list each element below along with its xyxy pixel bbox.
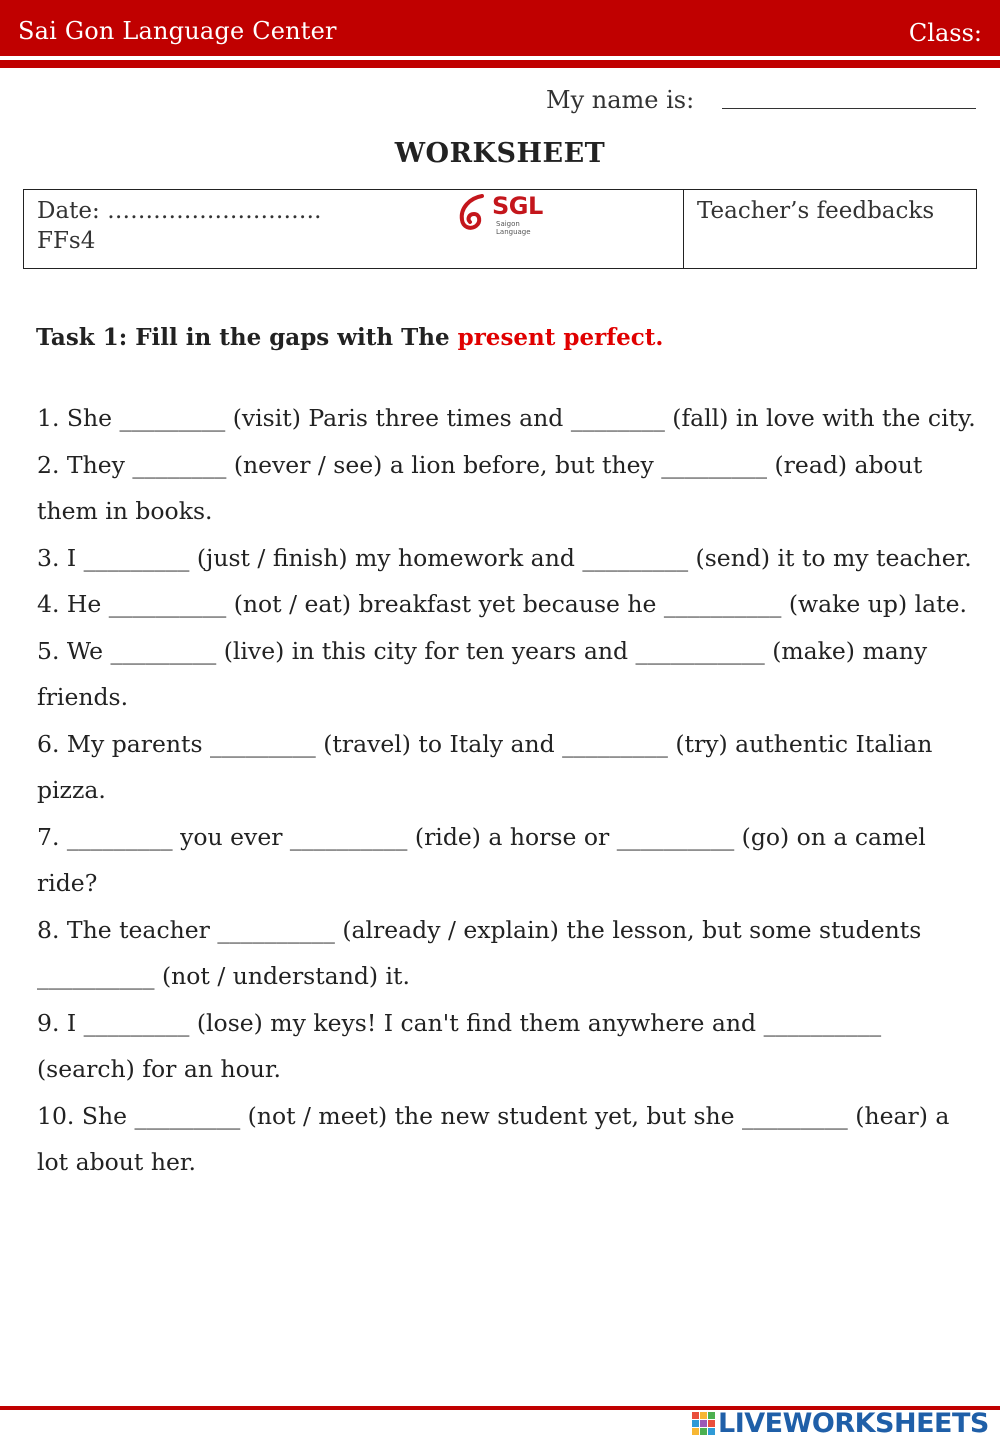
liveworksheets-logo-icon [692, 1412, 715, 1435]
page-title: WORKSHEET [394, 138, 606, 169]
question-item: 9. I _________ (lose) my keys! I can't find them anywhere and __________ (search) for an hour. [37, 1008, 882, 1083]
task-title-highlight: present perfect. [457, 324, 664, 351]
teacher-feedback-label: Teacher’s feedbacks [697, 198, 935, 224]
sgl-swirl-icon [456, 192, 492, 234]
worksheet-code: FFs4 [37, 228, 96, 254]
class-label: Class: [908, 19, 982, 47]
question-item: 4. He __________ (not / eat) breakfast yet because he __________ (wake up) late. [37, 590, 967, 618]
question-item: 8. The teacher __________ (already / explain) the lesson, but some students __________ (not / understand) it. [37, 915, 922, 990]
date-field: Date: ………………………. [37, 198, 322, 224]
task-title-prefix: Task 1: Fill in the gaps with The [36, 324, 458, 351]
logo-text: SGL [492, 192, 543, 220]
logo-subtext: Saigon Language [496, 220, 531, 236]
question-item: 1. She _________ (visit) Paris three times and ________ (fall) in love with the city. [37, 404, 976, 432]
question-item: 10. She _________ (not / meet) the new student yet, but she _________ (hear) a lot about her. [37, 1101, 950, 1176]
info-table [23, 189, 977, 269]
center-name: Sai Gon Language Center [18, 17, 337, 45]
question-item: 6. My parents _________ (travel) to Italy and _________ (try) authentic Italian pizza. [37, 729, 933, 804]
question-item: 5. We _________ (live) in this city for ten years and ___________ (make) many friends. [37, 636, 928, 711]
question-item: 3. I _________ (just / finish) my homework and _________ (send) it to my teacher. [37, 543, 972, 572]
question-list [37, 395, 982, 1186]
info-left-cell [24, 190, 684, 268]
header-rule [0, 60, 1000, 68]
task-title [36, 324, 663, 351]
sgl-logo [456, 192, 556, 234]
liveworksheets-wordmark: LIVEWORKSHEETS [718, 1407, 989, 1439]
liveworksheets-brand[interactable] [692, 1408, 989, 1438]
name-input-line[interactable] [722, 108, 976, 109]
name-label: My name is: [546, 86, 695, 114]
info-right-cell [684, 190, 976, 268]
question-item: 2. They ________ (never / see) a lion before, but they _________ (read) about them in books. [37, 450, 923, 525]
question-item: 7. _________ you ever __________ (ride) a horse or __________ (go) on a camel ride? [37, 822, 926, 897]
